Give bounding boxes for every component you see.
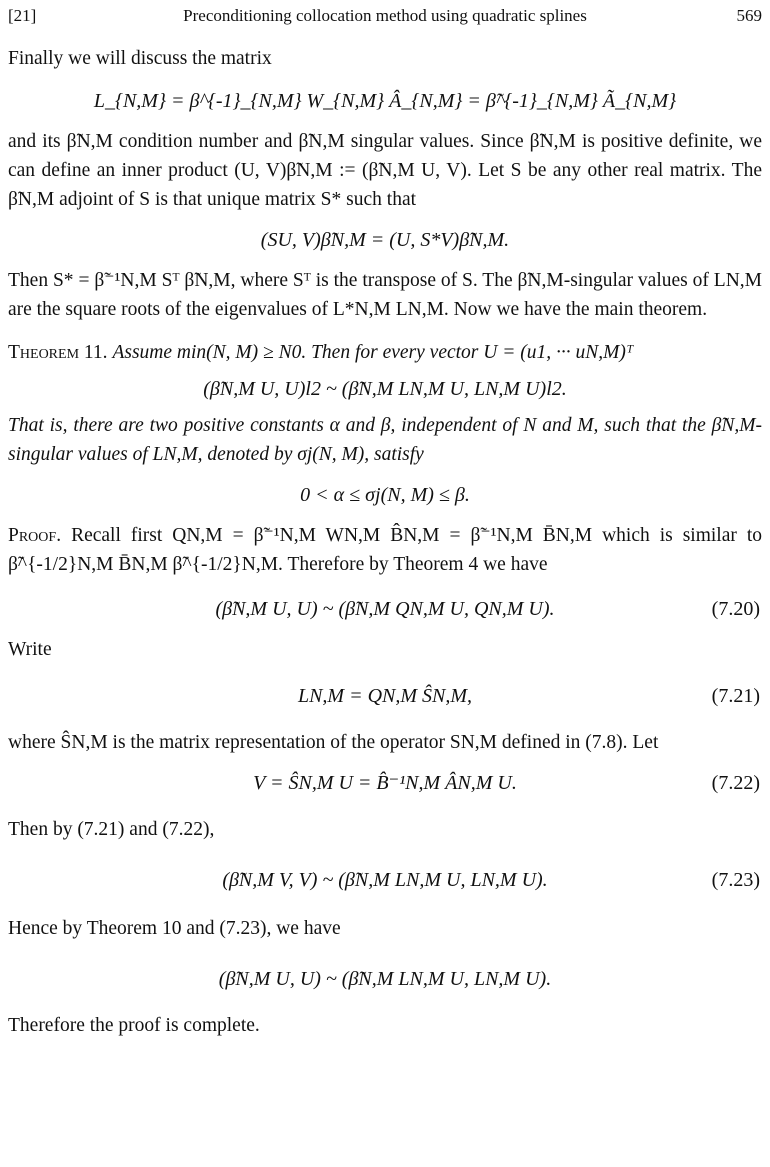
equation-adjoint <box>8 218 762 262</box>
running-title: Preconditioning collocation method using quadratic splines <box>183 6 587 25</box>
equation-expression: V = ŜN,M U = B̂⁻¹N,M ÂN,M U. <box>253 772 517 794</box>
equation-7-22 <box>8 761 762 805</box>
paragraph-where: where ŜN,M is the matrix representation of the operator SN,M defined in (7.8). Let <box>8 732 659 753</box>
equation-number: (7.20) <box>711 598 760 620</box>
equation-expression: (β̃N,M V, V) ~ (β̃N,M LN,M U, LN,M U). <box>222 869 548 891</box>
reference-number: [21] <box>8 6 37 25</box>
equation-number: (7.21) <box>711 685 760 707</box>
paragraph-intro: Finally we will discuss the matrix <box>8 48 272 69</box>
proof-paragraph <box>8 521 762 579</box>
theorem-text: Assume min(N, M) ≥ N0. Then for every vector U = (u1, ··· uN,M)ᵀ <box>112 342 634 363</box>
equation-number: (7.22) <box>711 772 760 794</box>
equation-expression: (β̃N,M U, U)l2 ~ (β̃N,M LN,M U, LN,M U)l2. <box>203 378 567 400</box>
equation-number: (7.23) <box>711 869 760 891</box>
paragraph-inner-product: and its β̃N,M condition number and β̃N,M singular values. Since β̃N,M is positive definite, we can define an inner product (U, V)β̃N,M := (β̃N,M U, V). Let S be any other real matrix. The β̃N,M adjoint of S is that unique matrix S* such that <box>8 131 762 210</box>
paragraph-then: Then by (7.21) and (7.22), <box>8 819 215 840</box>
equation-expression: (β̃N,M U, U) ~ (β̃N,M QN,M U, QN,M U). <box>215 598 555 620</box>
equation-l-matrix <box>8 79 762 123</box>
equation-7-21 <box>8 674 762 718</box>
theorem-label: Theorem 11. <box>8 342 108 363</box>
equation-expression: (SU, V)β̃N,M = (U, S*V)β̃N,M. <box>260 229 510 251</box>
equation-final <box>8 957 762 1001</box>
running-header <box>8 6 762 26</box>
equation-7-23 <box>8 858 762 902</box>
equation-expression: L_{N,M} = β^{-1}_{N,M} W_{N,M} Â_{N,M} = β̃^{-1}_{N,M} Ã_{N,M} <box>93 90 677 112</box>
equation-expression: (β̃N,M U, U) ~ (β̃N,M LN,M U, LN,M U). <box>218 968 552 990</box>
page-number: 569 <box>736 6 762 25</box>
paragraph-theorem-cont: That is, there are two positive constants α and β, independent of N and M, such that the β̃N,M-singular values of LN,M, denoted by σj(N, M), satisfy <box>8 415 762 465</box>
paragraph-singular-values: Then S* = β̃⁻¹N,M Sᵀ β̃N,M, where Sᵀ is the transpose of S. The β̃N,M-singular values of LN,M are the square roots of the eigenvalues of L*N,M LN,M. Now we have the main theorem. <box>8 270 762 320</box>
paragraph-hence: Hence by Theorem 10 and (7.23), we have <box>8 918 341 939</box>
equation-theorem <box>8 367 762 411</box>
theorem-statement <box>8 338 762 367</box>
body-text <box>8 44 762 1040</box>
equation-expression: LN,M = QN,M ŜN,M, <box>297 685 473 707</box>
paragraph-write: Write <box>8 639 52 660</box>
equation-bounds <box>8 473 762 517</box>
paragraph-conclusion: Therefore the proof is complete. <box>8 1015 260 1036</box>
equation-expression: 0 < α ≤ σj(N, M) ≤ β. <box>300 484 470 506</box>
proof-label: Proof. <box>8 525 62 546</box>
equation-7-20 <box>8 587 762 631</box>
proof-text: Recall first QN,M = β̃⁻¹N,M WN,M B̂N,M = β̃⁻¹N,M B̄N,M which is similar to β̃^{-1/2}N,M B̄N,M β̃^{-1/2}N,M. Therefore by Theorem 4 we have <box>8 525 763 575</box>
